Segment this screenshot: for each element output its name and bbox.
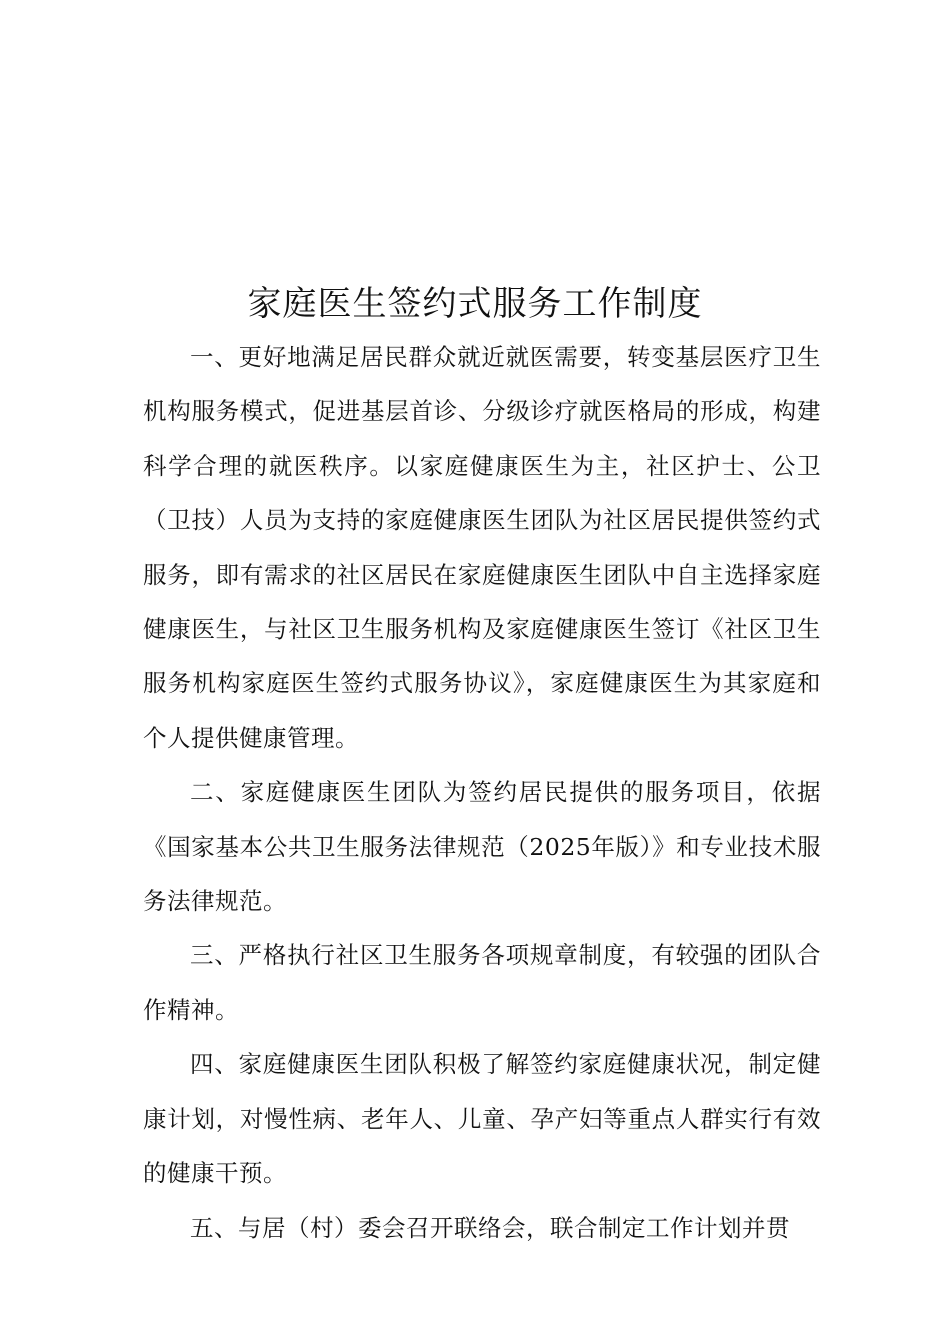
paragraph-2: 二、家庭健康医生团队为签约居民提供的服务项目，依据《国家基本公共卫生服务法律规范（2025年版）》和专业技术服务法律规范。 <box>143 778 821 916</box>
paragraph-5: 五、与居（村）委会召开联络会，联合制定工作计划并贯 <box>190 1213 790 1242</box>
paragraph-1: 一、更好地满足居民群众就近就医需要，转变基层医疗卫生机构服务模式，促进基层首诊、分级诊疗就医格局的形成，构建科学合理的就医秩序。以家庭健康医生为主，社区护士、公卫（卫技）人员为支持的家庭健康医生团队为社区居民提供签约式服务，即有需求的社区居民在家庭健康医生团队中自主选择家庭健康医生，与社区卫生服务机构及家庭健康医生签订《社区卫生服务机构家庭医生签约式服务协议》，家庭健康医生为其家庭和个人提供健康管理。 <box>143 343 821 752</box>
document-body <box>143 330 821 1255</box>
document-title: 家庭医生签约式服务工作制度 <box>247 284 703 324</box>
paragraph-4: 四、家庭健康医生团队积极了解签约家庭健康状况，制定健康计划，对慢性病、老年人、儿童、孕产妇等重点人群实行有效的健康干预。 <box>143 1050 821 1188</box>
paragraph-3: 三、严格执行社区卫生服务各项规章制度，有较强的团队合作精神。 <box>143 941 821 1024</box>
